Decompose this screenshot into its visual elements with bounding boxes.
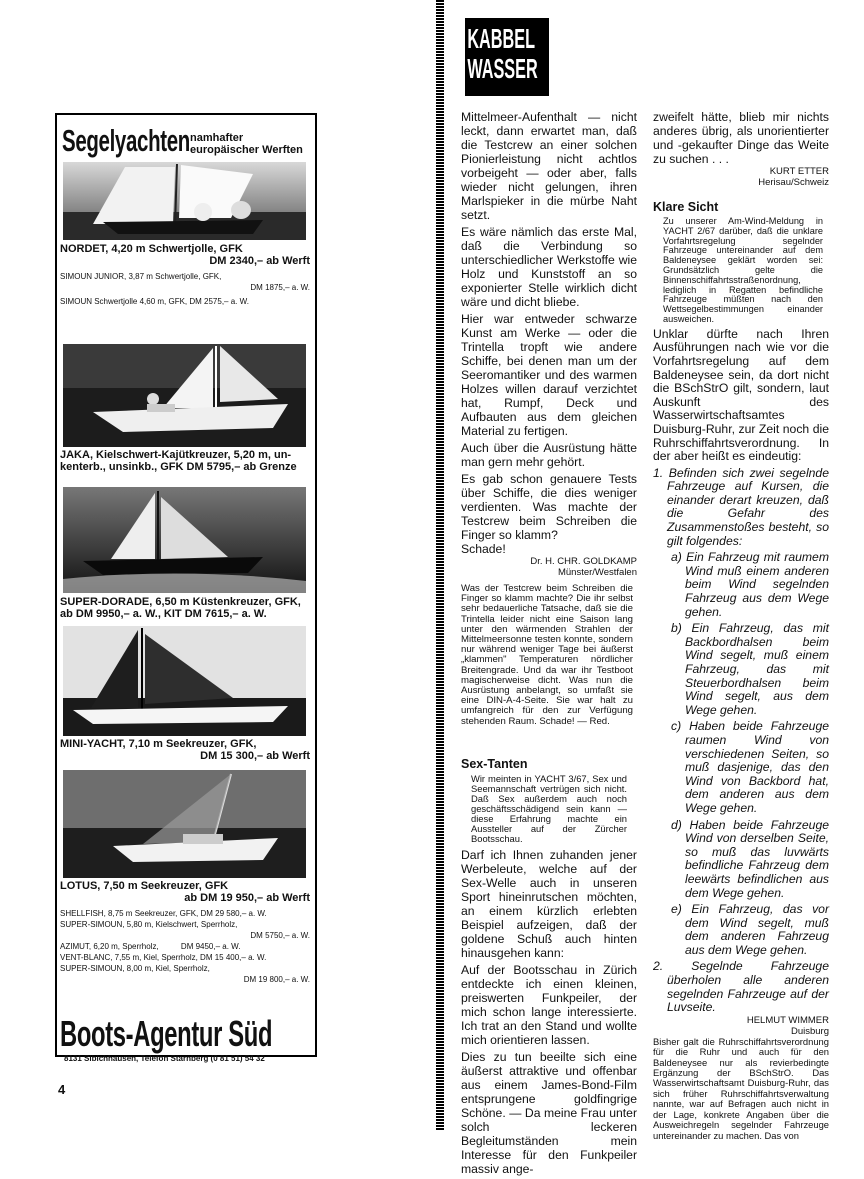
logo-line1: KABBEL (467, 23, 535, 54)
page-number: 4 (58, 1082, 66, 1097)
super-simoun-a-line2: DM 5750,– a. W. (250, 931, 310, 940)
lotus-line2: ab DM 19 950,– ab Werft (184, 892, 310, 904)
rule-1e: e) Ein Fahrzeug, das vor dem Wind segelt, muß dem anderen Fahrzeug aus dem Wege gehen. (671, 902, 829, 957)
paragraph: Schade! (461, 542, 506, 556)
ad-header (62, 123, 312, 167)
vent-blanc-line: VENT-BLANC, 7,55 m, Kiel, Sperrholz, DM 15 400,– a. W. (60, 953, 267, 962)
letter-signature-name: Dr. H. CHR. GOLDKAMP (530, 556, 637, 567)
mini-yacht-line1: MINI-YACHT, 7,10 m Seekreuzer, GFK, (60, 738, 257, 750)
nordet-line1: NORDET, 4,20 m Schwertjolle, GFK (60, 243, 243, 255)
shellfish-line: SHELLFISH, 8,75 m Seekreuzer, GFK, DM 29 580,– a. W. (60, 909, 267, 918)
photo-nordet (63, 162, 306, 240)
letters-column-2 (653, 110, 829, 1141)
caption-mini-yacht (60, 738, 310, 762)
super-dorade-line2: ab DM 9950,– a. W., KIT DM 7615,– a. W. (60, 608, 267, 620)
ad-title: Segelyachten (62, 123, 190, 158)
ad-subtitle-line1: namhafter (190, 132, 244, 144)
letter-signature-name: HELMUT WIMMER (746, 1014, 829, 1026)
section-heading-klare-sicht: Klare Sicht (653, 200, 719, 214)
simoun-junior-line1: SIMOUN JUNIOR, 3,87 m Schwertjolle, GFK, (60, 272, 222, 281)
paragraph: Auch über die Ausrüstung hätte man gern mehr gehört. (461, 441, 637, 469)
photo-jaka (63, 344, 306, 447)
caption-lotus (60, 880, 310, 985)
rule-1d: d) Haben beide Fahrzeuge Wind von derselben Seite, so muß das luvwärts befindliche Fahrzeug dem leewärts befindlichen aus dem Wege gehen. (671, 817, 829, 900)
azimut-line: AZIMUT, 6,20 m, Sperrholz, DM 9450,– a. W. (60, 942, 241, 951)
paragraph: zweifelt hätte, blieb mir nichts anderes übrig, als unorientierter und -gekaufter Dinge das Weite zu suchen . . . (653, 110, 829, 166)
jaka-line2: kenterb., unsinkb., GFK DM 5795,– ab Grenze (60, 461, 297, 473)
photo-lotus (63, 770, 306, 878)
editor-reply: Was der Testcrew beim Schreiben die Finger so klamm machte? Die ihr selbst sehr bedauerliche Tatsache, daß sie die Trintella leider nicht eine Saison lang unter den wärmenden Strahlen der Mittelmeersonne testen konnte, sondern nur während weniger Tage bei äußerst „klammen" Temperaturen nördlicher Breitengrade. Und da war ihr Testboot magischerweise dicht. Was nun die Ausrüstung anbelangt, so umfaßt sie eine DIN-A-4-Seite. Sie war halt zu umfangreich für den zur Verfügung stehenden Raum. Schade! — Red. (461, 583, 633, 727)
ad-company-address: 8131 Sibichhausen, Telefon Starnberg (0 81 51) 54 32 (64, 1054, 265, 1063)
super-simoun-a-line1: SUPER-SIMOUN, 5,80 m, Kielschwert, Sperrholz, (60, 920, 238, 929)
super-simoun-b-line2: DM 19 800,– a. W. (243, 975, 310, 984)
editor-intro: Wir meinten in YACHT 3/67, Sex und Seemannschaft vertrügen sich nicht. Daß Sex außerdem auch noch geschäftsschädigend sein kann — diese Erfahrung machte ein Aussteller auf der Zürcher Bootsschau. (471, 772, 627, 844)
editor-reply: Bisher galt die Ruhrschiffahrtsverordnung für die Ruhr und auch für den Baldeneysee nur als revierbedingte Ergänzung der BSchStrO. Das Wasserwirtschaftsamt Duisburg-Ruhr, das sich früher Ruhrschiffahrtsverwaltung nannte, war auf Befragen auch nicht in der Lage, konkrete Angaben über die Ausweichregeln segelnder Fahrzeuge untereinander zu machen. Das von (653, 1035, 829, 1141)
caption-jaka (60, 449, 310, 473)
photo-mini-yacht (63, 626, 306, 736)
caption-nordet (60, 243, 310, 307)
logo-line2: WASSER (467, 53, 538, 84)
letter-signature-place: Münster/Westfalen (557, 567, 637, 578)
editor-intro: Zu unserer Am-Wind-Meldung in YACHT 2/67 darüber, daß die unklare Vorfahrtsregelung segelnder Fahrzeuge untereinander auf dem Baldeneysee geklärt worden sei: Grundsätzlich gelte die Binnenschiffahrtsstraßenordnung, lediglich in Regatten befindliche Fahrzeuge müßten nach den Wettsegelbestimmungen einander ausweichen. (663, 216, 823, 324)
paragraph: Hier war entweder schwarze Kunst am Werke — oder die Trintella tropft wie andere Schiffe, bei denen man um der Seeromantiker und des warmen Holzes willen darauf verzichtet hat, Rumpf, Deck und Aufbauten aus dem gleichen Material zu fertigen. (461, 312, 637, 438)
ad-footer (60, 1013, 312, 1063)
ad-company-name: Boots-Agentur Süd (60, 1013, 273, 1054)
letter-signature-name: KURT ETTER (769, 166, 829, 177)
rule-1b: b) Ein Fahrzeug, das mit Backbordhalsen beim Wind segelt, muß einem Fahrzeug, das mit Steuerbordhalsen beim Wind segelt, aus dem Wege gehen. (671, 621, 829, 717)
ad-subtitle (190, 132, 303, 156)
super-dorade-line1: SUPER-DORADE, 6,50 m Küstenkreuzer, GFK, (60, 596, 301, 608)
rule-2: 2. Segelnde Fahrzeuge überholen alle anderen segelnden Fahrzeuge auf der Luvseite. (653, 959, 829, 1015)
paragraph: Dies zu tun beeilte sich eine äußerst attraktive und offenbar aus einem James-Bond-Film entsprungene goldfingrige Schöne. — Da meine Frau unter solch leckeren Begleitumständen mein Interesse für den Funkpeiler massiv ange- (461, 1049, 637, 1176)
jaka-line1: JAKA, Kielschwert-Kajütkreuzer, 5,20 m, un- (60, 449, 292, 461)
paragraph: Darf ich Ihnen zuhanden jener Werbeleute, welche auf der Sex-Welle auch in unseren Sport hineinrutschen möchten, an einem kürzlich erlebten Beispiel aufzeigen, daß der goldene Schuß auch hinten hinausgehen kann: (461, 847, 637, 960)
nordet-line2: DM 2340,– ab Werft (209, 255, 310, 267)
super-simoun-b-line1: SUPER-SIMOUN, 8,00 m, Kiel, Sperrholz, (60, 964, 210, 973)
paragraph: Es gab schon genauere Tests über Schiffe, die dies weniger verdienten. Was machte der Testcrew beim Schreiben die Finger so klamm? (461, 472, 637, 542)
simoun-line: SIMOUN Schwertjolle 4,60 m, GFK, DM 2575,– a. W. (60, 297, 249, 306)
ad-subtitle-line2: europäischer Werften (190, 144, 303, 156)
page-gutter (436, 0, 444, 1130)
paragraph: Mittelmeer-Aufenthalt — nicht leckt, dann erwartet man, daß die Testcrew an einer solchen Pionierleistung nicht achtlos vorbeigeht — oder aber, falls wieder nicht gelungen, ihren Marlspieker in die mürbe Naht setzt. (461, 110, 637, 222)
paragraph: Auf der Bootsschau in Zürich entdeckte ich einen kleinen, preiswerten Funkpeiler, der mich schon lange interessierte. Ich trat an den Stand und wollte mich orientieren lassen. (461, 962, 637, 1047)
simoun-junior-line2: DM 1875,– a. W. (250, 283, 310, 292)
letter-signature-place: Herisau/Schweiz (758, 177, 829, 188)
photo-super-dorade (63, 487, 306, 593)
rule-1: 1. Befinden sich zwei segelnde Fahrzeuge auf Kursen, die einander derart kreuzen, daß die Gefahr des Zusammenstoßes besteht, so gilt folgendes: (653, 465, 829, 548)
section-heading-sex-tanten: Sex-Tanten (461, 756, 528, 771)
letter-signature-place: Duisburg (790, 1025, 829, 1037)
caption-super-dorade (60, 596, 310, 620)
lotus-line1: LOTUS, 7,50 m Seekreuzer, GFK (60, 880, 229, 892)
rule-1a: a) Ein Fahrzeug mit raumem Wind muß einem anderen beim Wind segelnden Fahrzeug aus dem Wege gehen. (671, 550, 829, 619)
letters-column-1 (461, 110, 637, 1179)
kabbelwasser-logo (465, 18, 549, 96)
rule-1c: c) Haben beide Fahrzeuge raumen Wind von verschiedenen Seiten, so muß dasjenige, das den Wind von Backbord hat, dem anderen aus dem Wege gehen. (671, 719, 829, 815)
mini-yacht-line2: DM 15 300,– ab Werft (200, 750, 310, 762)
paragraph: Unklar dürfte nach Ihren Ausführungen nach wie vor die Vorfahrtsregelung auf dem Baldeneysee sein, da dort nicht die BSchStrO gilt, sondern, laut Auskunft des Wasserwirtschaftsamtes Duisburg-Ruhr, zur Zeit noch die Ruhrschiffahrtsverordnung. In der aber heißt es eindeutig: (653, 326, 829, 464)
paragraph: Es wäre nämlich das erste Mal, daß die Verbindung so unterschiedlicher Werkstoffe wie Holz und Kunststoff an so exponierter Stelle wirklich dicht wäre und dicht bliebe. (461, 225, 637, 309)
